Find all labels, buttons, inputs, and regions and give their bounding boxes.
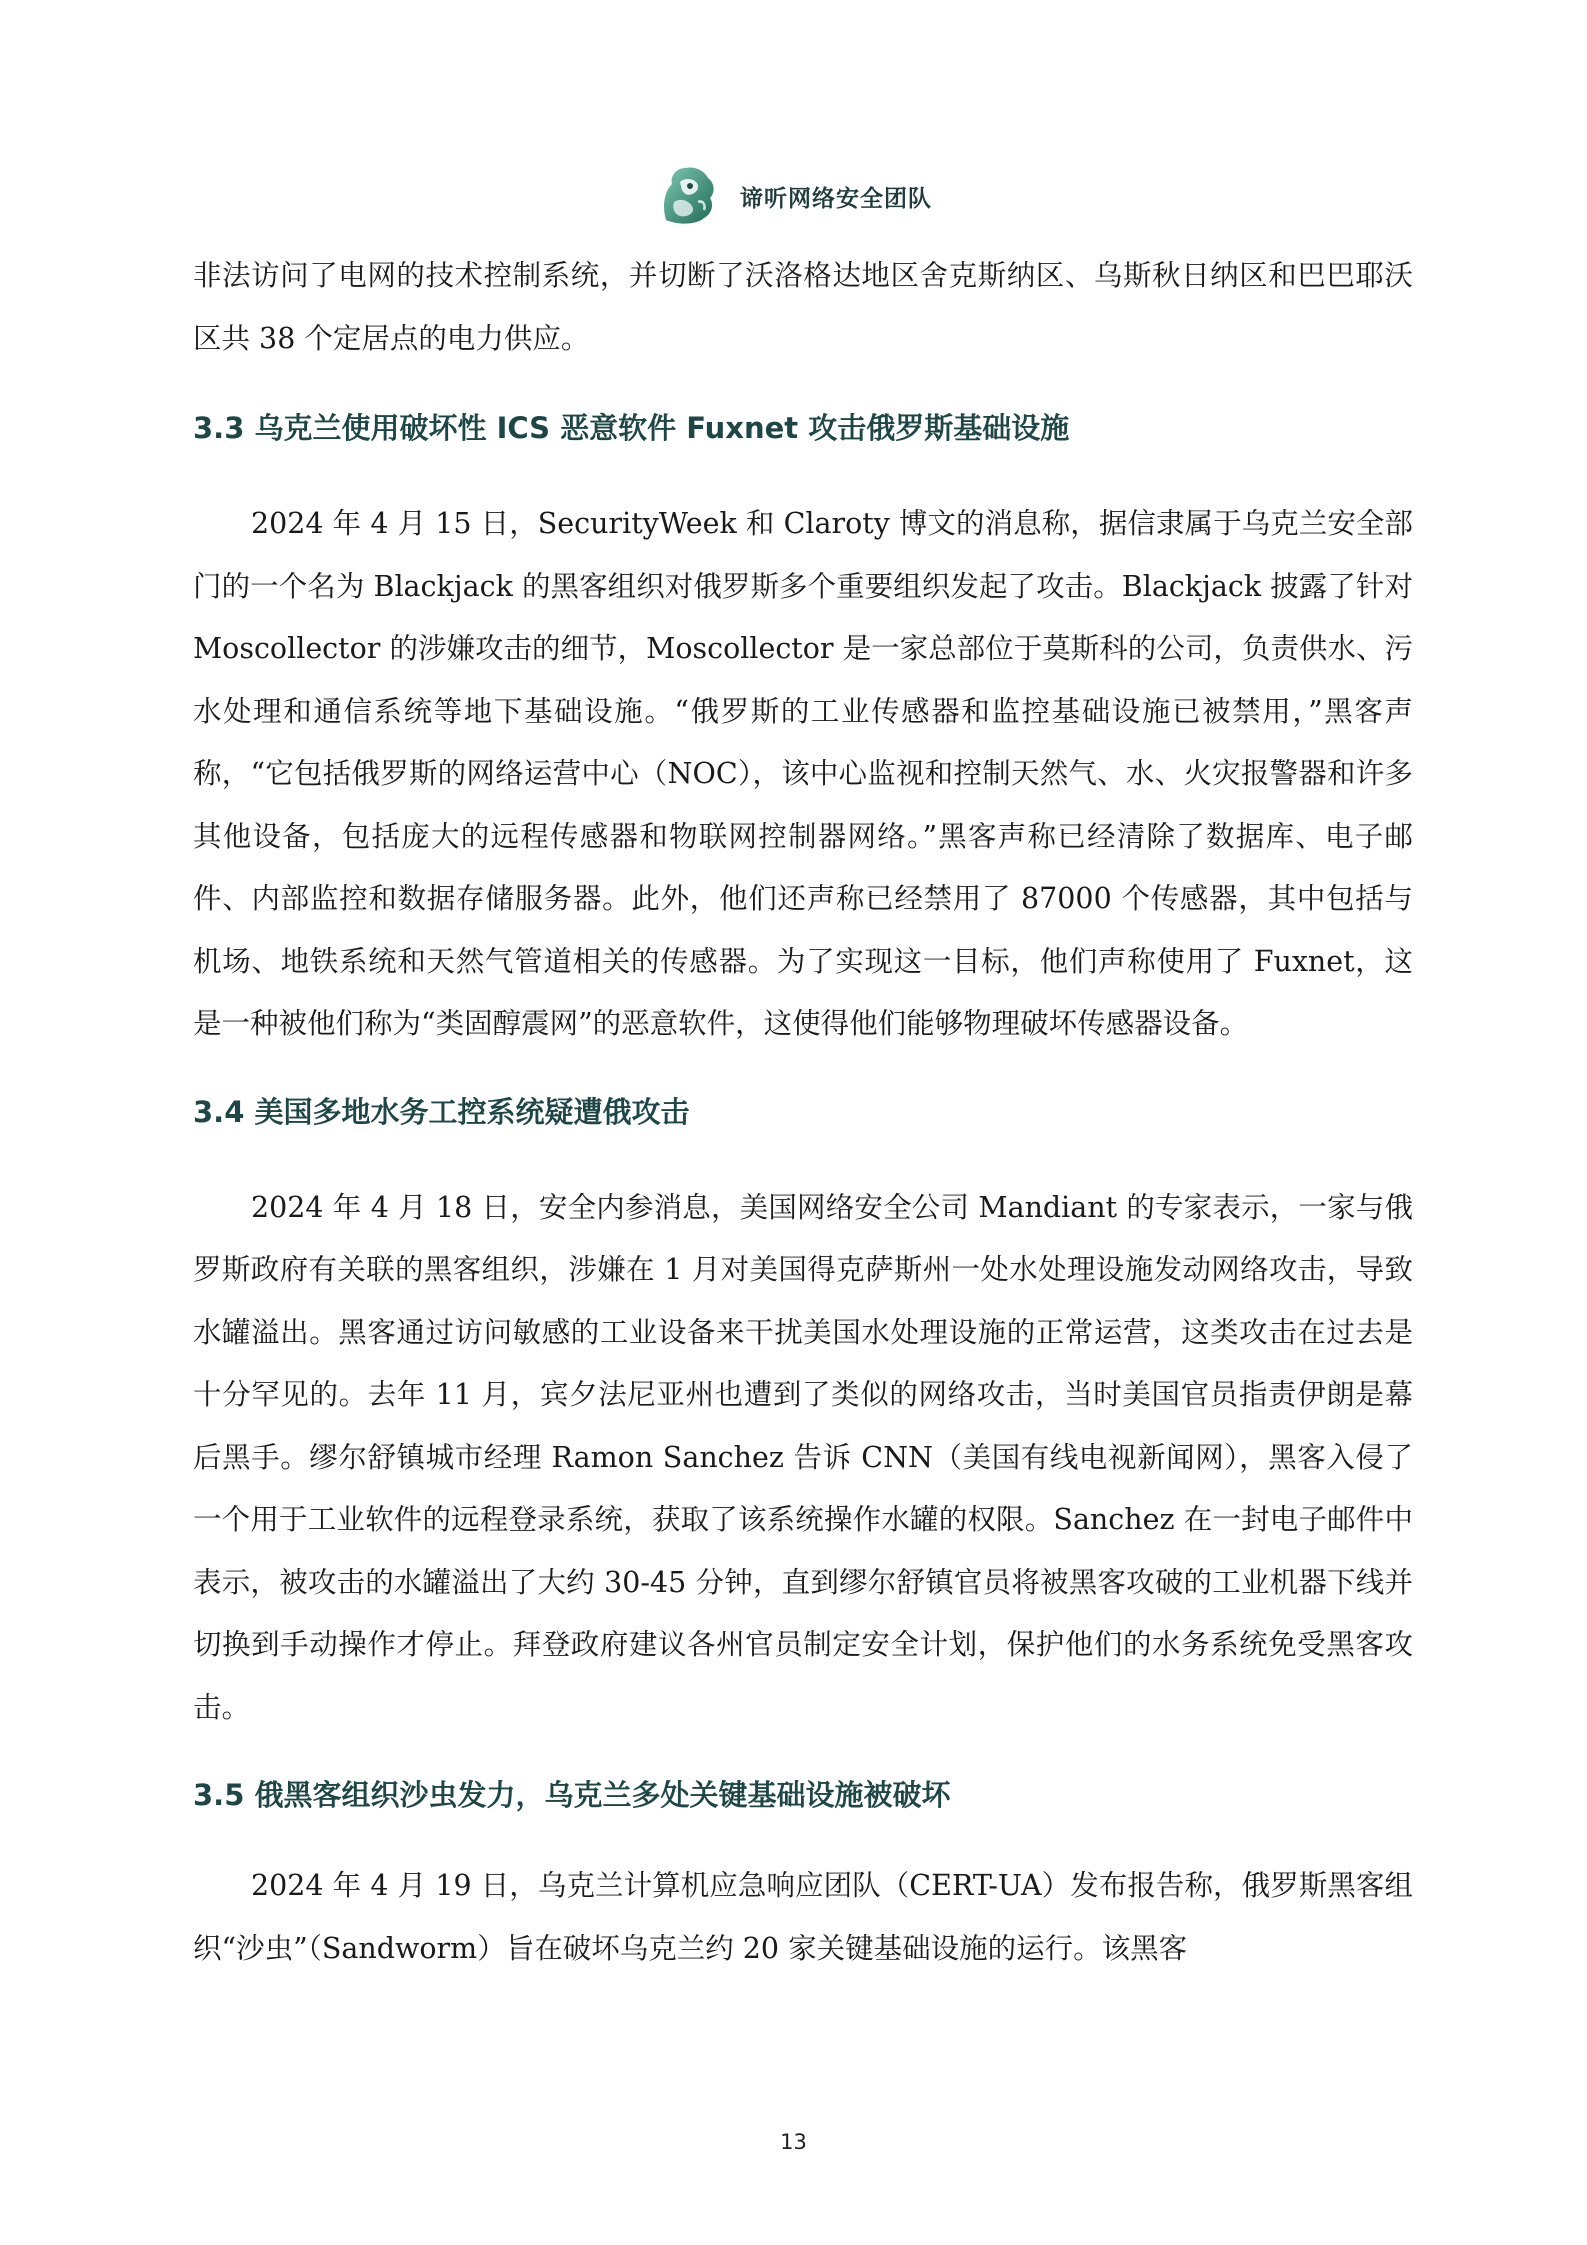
section-heading-3-4: 3.4 美国多地水务工控系统疑遭俄攻击 [193, 1094, 690, 1129]
continued-paragraph: 非法访问了电网的技术控制系统，并切断了沃洛格达地区舍克斯纳区、乌斯秋日纳区和巴巴耶沃区共 38 个定居点的电力供应。 [193, 259, 1413, 355]
document-body [193, 245, 1413, 1980]
diting-beast-logo-icon [658, 162, 718, 228]
page-number: 13 [780, 2130, 807, 2154]
page-header [0, 160, 1587, 240]
section-heading-3-3: 3.3 乌克兰使用破坏性 ICS 恶意软件 Fuxnet 攻击俄罗斯基础设施 [193, 411, 1070, 445]
section-heading-3-5: 3.5 俄黑客组织沙虫发力，乌克兰多处关键基础设施被破坏 [193, 1778, 951, 1812]
section-paragraph-3-4: 2024 年 4 月 18 日，安全内参消息，美国网络安全公司 Mandiant 的专家表示，一家与俄罗斯政府有关联的黑客组织，涉嫌在 1 月对美国得克萨斯州一处水处理设施发动网络攻击，导致水罐溢出。黑客通过访问敏感的工业设备来干扰美国水处理设施的正常运营，这类攻击在过去是十分罕见的。去年 11 月，宾夕法尼亚州也遭到了类似的网络攻击，当时美国官员指责伊朗是幕后黑手。缪尔舒镇城市经理 Ramon Sanchez 告诉 CNN（美国有线电视新闻网），黑客入侵了一个用于工业软件的远程登录系统，获取了该系统操作水罐的权限。Sanchez 在一封电子邮件中表示，被攻击的水罐溢出了大约 30-45 分钟，直到缪尔舒镇官员将被黑客攻破的工业机器下线并切换到手动操作才停止。拜登政府建议各州官员制定安全计划，保护他们的水务系统免受黑客攻击。 [193, 1190, 1413, 1724]
section-paragraph-3-5: 2024 年 4 月 19 日，乌克兰计算机应急响应团队（CERT-UA）发布报告称，俄罗斯黑客组织“沙虫”（Sandworm）旨在破坏乌克兰约 20 家关键基础设施的运行。该黑客 [193, 1869, 1413, 1965]
section-paragraph-3-3: 2024 年 4 月 15 日，SecurityWeek 和 Claroty 博文的消息称，据信隶属于乌克兰安全部门的一个名为 Blackjack 的黑客组织对俄罗斯多个重要组织发起了攻击。Blackjack 披露了针对 Moscollector 的涉嫌攻击的细节，Moscollector 是一家总部位于莫斯科的公司，负责供水、污水处理和通信系统等地下基础设施。“俄罗斯的工业传感器和监控基础设施已被禁用，”黑客声称，“它包括俄罗斯的网络运营中心（NOC），该中心监视和控制天然气、水、火灾报警器和许多其他设备，包括庞大的远程传感器和物联网控制器网络。”黑客声称已经清除了数据库、电子邮件、内部监控和数据存储服务器。此外，他们还声称已经禁用了 87000 个传感器，其中包括与机场、地铁系统和天然气管道相关的传感器。为了实现这一目标，他们声称使用了 Fuxnet，这是一种被他们称为“类固醇震网”的恶意软件，这使得他们能够物理破坏传感器设备。 [193, 507, 1413, 1040]
team-name: 谛听网络安全团队 [740, 186, 932, 212]
